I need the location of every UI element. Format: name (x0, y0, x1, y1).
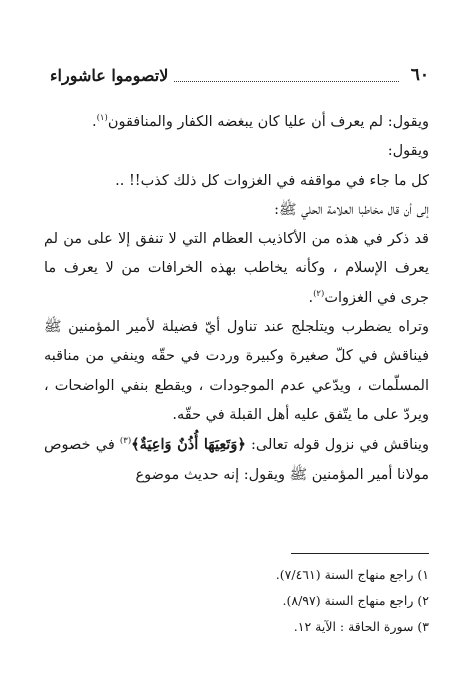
footnote-1: ١) راجع منهاج السنة (٧/٤٦١). (275, 567, 429, 582)
paragraph-2: ويقول: (387, 143, 429, 160)
paragraph-5 (44, 225, 429, 313)
paragraph-4: إلى أن قال مخاطبا العلامة الحلي ﷺ: (274, 201, 429, 218)
paragraph-1 (44, 108, 429, 137)
paragraph-5-end: . (308, 289, 314, 306)
paragraph-5-text: قد ذكر في هذه من الأكاذيب العظام التي لا تنفق إلا على من لم يعرف الإسلام ، وكأنه يخاطب بهذه الخرافات من لا يعرف ما جرى في الغزوات (44, 231, 429, 306)
page-number: ٦٠ (410, 65, 429, 85)
paragraph-1-text: ويقول: لم يعرف أن عليا كان يبغضه الكفار والمنافقون (107, 114, 429, 130)
footnote-ref-1: (١) (96, 113, 108, 124)
footnote-separator (291, 553, 429, 554)
quran-verse: ﴿وَتَعِيَهَا أُذُنٌ وَاعِيَةٌ﴾ (131, 436, 246, 454)
paragraph-7-end: في خصوص مولانا أمير المؤمنين ﷺ ويقول: إنه حديث موضوع (44, 437, 429, 483)
paragraph-3: كل ما جاء في مواقفه في الغزوات كل ذلك كذب!! .. (115, 172, 429, 189)
paragraph-7-start: ويناقش في نزول قوله تعالى: (251, 437, 429, 454)
paragraph-1-end: . (91, 114, 97, 130)
footnote-ref-3: (٣) (119, 436, 132, 447)
footnote-2: ٢) راجع منهاج السنة (٨/٩٧). (282, 593, 429, 608)
paragraph-6: وتراه يضطرب ويتلجلج عند تناول أيّ فضيلة لأمير المؤمنين ﷺ فيناقش في كلّ صغيرة وكبيرة وردت في حقّه وينفي من مناقبه المسلّمات ، ويدّعي عدم الموجودات ، ويقطع بنفي الواضحات ، ويردّ على ما يتّفق عليه أهل القبلة في حقّه. (44, 319, 429, 423)
main-text (44, 108, 429, 490)
running-head (50, 62, 429, 88)
leader-dots (174, 69, 398, 82)
footnote-3: ٣) سورة الحاقة : الآية ١٢. (293, 619, 429, 634)
paragraph-7 (44, 430, 429, 490)
footnotes (44, 562, 429, 640)
footnote-ref-2: (٢) (313, 288, 325, 299)
book-title: لاتصوموا عاشوراء (50, 65, 169, 85)
